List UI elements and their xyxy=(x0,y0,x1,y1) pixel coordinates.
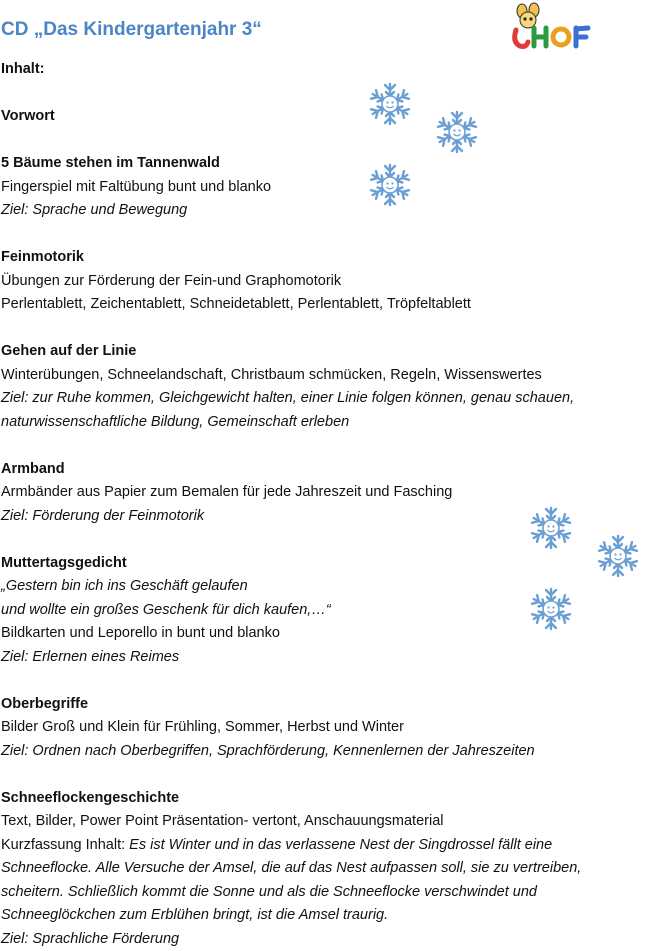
line-spacer xyxy=(1,763,641,787)
goal-line: naturwissenschaftliche Bildung, Gemeinschaft erleben xyxy=(1,411,641,435)
text-line: Winterübungen, Schneelandschaft, Christbaum schmücken, Regeln, Wissenswertes xyxy=(1,364,641,388)
section-heading: Schneeflockengeschichte xyxy=(1,787,641,811)
goal-line: Ziel: Ordnen nach Oberbegriffen, Sprachförderung, Kennenlernen der Jahreszeiten xyxy=(1,740,641,764)
snowflake-icon xyxy=(367,81,413,127)
section-heading: Vorwort xyxy=(1,105,641,129)
snowflake-icon xyxy=(528,586,574,632)
line-spacer xyxy=(1,82,641,106)
section-heading: Muttertagsgedicht xyxy=(1,552,641,576)
section-heading: Feinmotorik xyxy=(1,246,641,270)
text-line: Fingerspiel mit Faltübung bunt und blanko xyxy=(1,176,641,200)
goal-line: scheitern. Schließlich kommt die Sonne und als die Schneeflocke verschwindet und xyxy=(1,881,641,905)
text-fragment: Es ist Winter und in das verlassene Nest der Singdrossel fällt eine xyxy=(129,837,552,853)
text-line xyxy=(1,834,641,858)
goal-line: Ziel: Sprachliche Förderung xyxy=(1,928,641,951)
snowflake-icon xyxy=(434,109,480,155)
goal-line: „Gestern bin ich ins Geschäft gelaufen xyxy=(1,575,641,599)
chof-logo xyxy=(506,2,594,50)
line-spacer xyxy=(1,317,641,341)
text-line: Text, Bilder, Power Point Präsentation- vertont, Anschauungsmaterial xyxy=(1,810,641,834)
goal-line: Ziel: Erlernen eines Reimes xyxy=(1,646,641,670)
text-line: Bilder Groß und Klein für Frühling, Sommer, Herbst und Winter xyxy=(1,716,641,740)
line-spacer xyxy=(1,669,641,693)
snowflake-icon xyxy=(367,162,413,208)
goal-line: Ziel: Sprache und Bewegung xyxy=(1,199,641,223)
section-heading: Armband xyxy=(1,458,641,482)
snowflake-icon xyxy=(528,505,574,551)
text-line: Bildkarten und Leporello in bunt und blanko xyxy=(1,622,641,646)
line-spacer xyxy=(1,129,641,153)
goal-line: Schneeflocke. Alle Versuche der Amsel, die auf das Nest aufpassen soll, sie zu vertreiben, xyxy=(1,857,641,881)
section-heading: Gehen auf der Linie xyxy=(1,340,641,364)
section-heading: 5 Bäume stehen im Tannenwald xyxy=(1,152,641,176)
text-line: Perlentablett, Zeichentablett, Schneidetablett, Perlentablett, Tröpfeltablett xyxy=(1,293,641,317)
section-heading: Oberbegriffe xyxy=(1,693,641,717)
document-title: CD „Das Kindergartenjahr 3“ xyxy=(1,19,262,41)
text-line: Armbänder aus Papier zum Bemalen für jede Jahreszeit und Fasching xyxy=(1,481,641,505)
section-heading: Inhalt: xyxy=(1,58,641,82)
line-spacer xyxy=(1,223,641,247)
text-line: Übungen zur Förderung der Fein-und Graphomotorik xyxy=(1,270,641,294)
text-fragment: Kurzfassung Inhalt: xyxy=(1,837,129,853)
snowflake-icon xyxy=(595,533,641,579)
line-spacer xyxy=(1,434,641,458)
goal-line: Schneeglöckchen zum Erblühen bringt, ist die Amsel traurig. xyxy=(1,904,641,928)
goal-line: und wollte ein großes Geschenk für dich kaufen,…“ xyxy=(1,599,641,623)
goal-line: Ziel: zur Ruhe kommen, Gleichgewicht halten, einer Linie folgen können, genau schauen, xyxy=(1,387,641,411)
goal-line: Ziel: Förderung der Feinmotorik xyxy=(1,505,641,529)
